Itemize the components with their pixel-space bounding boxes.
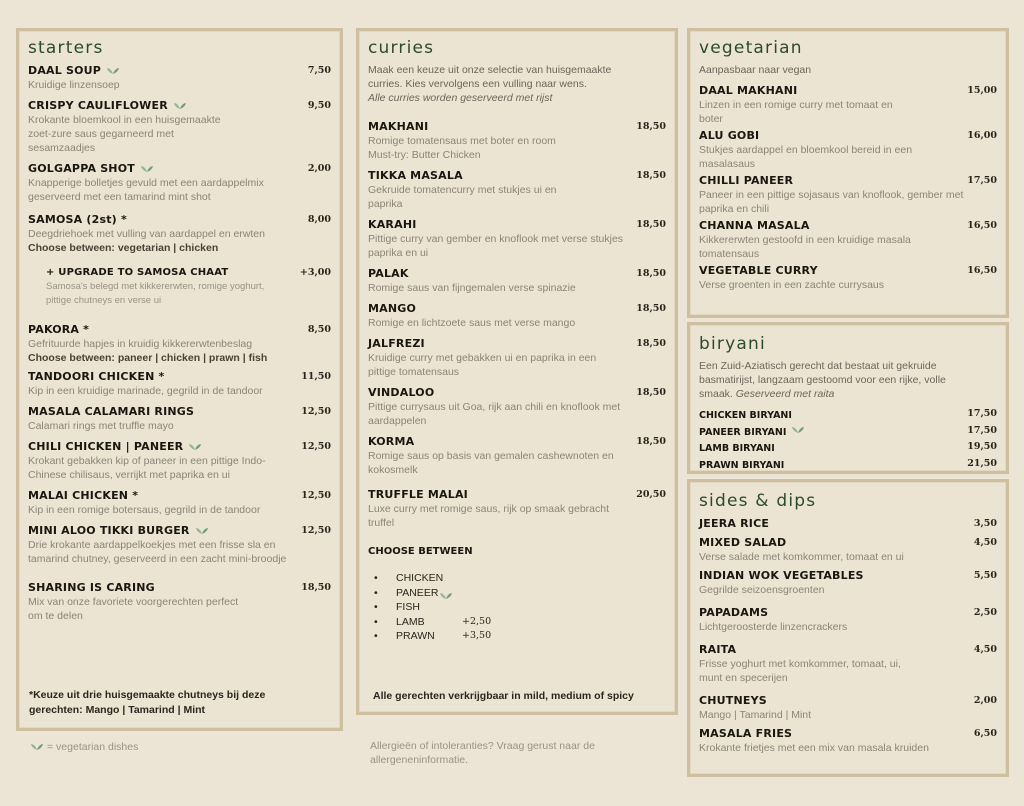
menu-item [368,336,666,379]
item-choice: Choose between: paneer | chicken | prawn | fish [28,352,268,364]
item-price: 17,50 [967,175,997,186]
item-name: PRAWN BIRYANI [699,459,785,471]
item-desc: Romige tomatensaus met boter en room [368,135,556,147]
curries-panel [356,28,678,715]
item-desc: Kruidige linzensoep [28,79,120,91]
item-choice: Choose between: vegetarian | chicken [28,242,219,254]
menu-item [699,128,997,171]
sides-panel [687,479,1009,777]
item-name: TANDOORI CHICKEN * [28,370,165,383]
menu-item [368,266,666,295]
menu-item [368,301,666,330]
choose-between-heading: CHOOSE BETWEEN [368,546,473,557]
menu-item [368,217,666,260]
menu-item [699,693,997,722]
menu-item [699,83,997,126]
menu-item [699,218,997,261]
item-price: +3,00 [299,267,331,278]
item-price: 15,00 [967,85,997,96]
item-price: 18,50 [636,387,666,398]
item-name: CHICKEN BIRYANI [699,410,792,421]
item-desc: Romige en lichtzoete saus met verse mango [368,317,576,329]
item-desc: Mango | Tamarind | Mint [699,709,812,721]
item-price: 9,50 [307,100,331,111]
item-desc: Gegrilde seizoensgroenten [699,584,825,596]
menu-item [368,385,666,428]
curries-rice-note: Alle curries worden geserveerd met rijst [368,92,553,104]
menu-item [699,726,997,755]
vegetarian-intro: Aanpasbaar naar vegan [699,64,812,76]
menu-item [28,523,331,566]
item-desc: Gekruide tomatencurry met stukjes ui en paprika [368,184,557,210]
allergy-note: Allergieën of intoleranties? Vraag gerust naar de allergeneninformatie. [370,740,595,766]
item-name: MASALA FRIES [699,727,793,740]
menu-item [368,168,666,211]
menu-item [699,642,997,685]
item-price: 5,50 [973,570,997,581]
item-price: 19,50 [967,441,997,452]
item-price: 18,50 [636,219,666,230]
item-name: JEERA RICE [699,517,770,530]
item-name: CRISPY CAULIFLOWER [28,99,168,112]
item-price: 16,50 [967,220,997,231]
item-price: 8,00 [307,214,331,225]
item-name: SHARING IS CARING [28,581,155,594]
item-name: CHILI CHICKEN | PANEER [28,440,184,453]
curries-intro: Maak een keuze uit onze selectie van huisgemaakte curries. Kies vervolgens een vulling naar wens. Alle curries worden geserveerd met rijst [368,64,612,104]
item-name: INDIAN WOK VEGETABLES [699,569,864,582]
item-price: 6,50 [973,728,997,739]
item-price: 18,50 [636,303,666,314]
item-price: 12,50 [301,441,331,452]
menu-item [28,322,331,365]
item-desc: Verse salade met komkommer, tomaat en ui [699,551,904,563]
item-price: 7,50 [307,65,331,76]
section-title-biryani: biryani [699,334,766,354]
spice-level-note: Alle gerechten verkrijgbaar in mild, medium of spicy [373,690,634,702]
item-price: 3,50 [973,518,997,529]
filling-list [374,571,666,644]
filling-surcharge: +2,50 [462,615,492,627]
filling-option: • LAMB +2,50 [374,615,666,630]
menu-item [28,98,331,155]
filling-option: • PANEER [374,586,666,601]
filling-option: • CHICKEN [374,571,666,586]
section-title-starters: starters [28,38,104,58]
chutney-footnote: *Keuze uit drie huisgemaakte chutneys bij deze gerechten: Mango | Tamarind | Mint [29,689,266,716]
item-name: DAAL MAKHANI [699,84,798,97]
item-name: ALU GOBI [699,129,760,142]
section-title-sides: sides & dips [699,491,817,511]
leaf-icon [140,165,154,173]
item-desc: Romige saus op basis van gemalen cashewnoten en kokosmelk [368,450,614,476]
item-desc: Frisse yoghurt met komkommer, tomaat, ui, munt en specerijen [699,658,901,684]
item-price: 18,50 [636,338,666,349]
leaf-icon [173,102,187,110]
item-name: MINI ALOO TIKKI BURGER [28,524,190,537]
item-desc: Gefrituurde hapjes in kruidig kikkererwtenbeslag [28,338,253,350]
leaf-icon [30,743,44,751]
item-price: 4,50 [973,537,997,548]
veg-legend [30,740,138,754]
item-desc: Krokant gebakken kip of paneer in een pittige Indo-Chinese chilisaus, verrijkt met paprika en ui [28,455,266,481]
filling-option: • FISH [374,600,666,615]
item-name: DAAL SOUP [28,64,102,77]
upgrade-item [46,265,331,308]
item-price: 2,00 [973,695,997,706]
filling-option: • PRAWN +3,50 [374,629,666,644]
menu-item [28,488,331,517]
item-price: 17,50 [967,424,997,436]
item-price: 11,50 [301,371,331,382]
item-name: TIKKA MASALA [368,169,463,182]
item-price: 18,50 [636,121,666,132]
item-price: 16,00 [967,130,997,141]
item-name: JALFREZI [368,337,425,350]
menu-item [699,407,997,424]
item-name: + UPGRADE TO SAMOSA CHAAT [46,267,229,278]
menu-item [368,119,666,162]
menu-item [28,580,331,623]
item-desc: Samosa's belegd met kikkererwten, romige yoghurt, pittige chutneys en verse ui [46,281,265,306]
menu-item [699,605,997,634]
item-desc: Linzen in een romige curry met tomaat en boter [699,99,893,125]
menu-item [28,439,331,482]
menu-item [28,404,331,433]
item-name: GOLGAPPA SHOT [28,162,135,175]
menu-item [699,173,997,216]
item-desc: Knapperige bolletjes gevuld met een aardappelmix geserveerd met een tamarind mint shot [28,177,264,203]
item-desc: Verse groenten in een zachte currysaus [699,279,885,291]
item-price: 16,50 [967,265,997,276]
item-price: 18,50 [636,170,666,181]
leaf-icon [106,67,120,75]
menu-item [699,516,997,531]
starters-panel [16,28,343,731]
filling-surcharge: +3,50 [462,630,492,641]
item-name: TRUFFLE MALAI [368,488,468,501]
item-price: 4,50 [973,644,997,655]
menu-item [699,440,997,457]
item-name: MALAI CHICKEN * [28,489,139,502]
item-desc: Lichtgeroosterde linzencrackers [699,621,848,633]
menu-item [699,424,997,441]
item-name: CHUTNEYS [699,694,767,707]
item-price: 8,50 [307,324,331,335]
item-name: CHANNA MASALA [699,219,810,232]
item-price: 18,50 [301,582,331,593]
menu-item [368,487,666,530]
legend-text: = vegetarian dishes [47,741,139,753]
item-name: CHILLI PANEER [699,174,794,187]
biryani-intro: Een Zuid-Aziatisch gerecht dat bestaat uit gekruide basmatirijst, langzaam gestoomd voor een rijke, volle smaak. Geserveerd met raita [699,360,946,400]
menu-item [699,263,997,292]
menu-item [699,457,997,474]
item-price: 2,50 [973,607,997,618]
item-name: SAMOSA (2st) * [28,213,127,226]
item-price: 2,00 [307,163,331,174]
menu-item [699,535,997,564]
menu-item [699,568,997,597]
item-desc: Paneer in een pittige sojasaus van knoflook, gember met paprika en chili [699,189,964,215]
leaf-icon [195,527,209,535]
menu-item [28,369,331,398]
item-name: MANGO [368,302,417,315]
item-desc: Kikkererwten gestoofd in een kruidige masala tomatensaus [699,234,911,260]
biryani-panel [687,322,1009,474]
leaf-icon [188,443,202,451]
item-desc: Kruidige curry met gebakken ui en paprika in een pittige tomatensaus [368,352,597,378]
item-price: 18,50 [636,436,666,447]
biryani-list [699,407,997,473]
item-price: 12,50 [301,525,331,536]
menu-item [28,161,331,204]
item-desc: Pittige currysaus uit Goa, rijk aan chili en knoflook met aardappelen [368,401,621,427]
item-name: MAKHANI [368,120,429,133]
item-price: 17,50 [967,408,997,419]
item-desc-extra: Must-try: Butter Chicken [368,149,481,161]
item-price: 18,50 [636,268,666,279]
item-desc: Luxe curry met romige saus, rijk op smaak gebracht truffel [368,503,610,529]
item-desc: Stukjes aardappel en bloemkool bereid in een masalasaus [699,144,913,170]
item-name: VEGETABLE CURRY [699,264,818,277]
menu-item [28,212,331,255]
item-name: VINDALOO [368,386,435,399]
item-price: 21,50 [967,457,997,469]
item-name: PAKORA * [28,323,90,336]
item-price: 20,50 [636,489,666,500]
menu-item [28,63,331,92]
item-desc: Drie krokante aardappelkoekjes met een frisse sla en tamarind chutney, geserveerd in een zacht mini-broodje [28,539,287,565]
menu-item [368,434,666,477]
item-desc: Krokante frietjes met een mix van masala kruiden [699,742,929,754]
item-name: KARAHI [368,218,417,231]
leaf-icon [791,426,805,434]
item-desc: Mix van onze favoriete voorgerechten perfect om te delen [28,596,239,622]
item-desc: Calamari rings met truffle mayo [28,420,174,432]
section-title-vegetarian: vegetarian [699,38,803,58]
item-desc: Pittige curry van gember en knoflook met verse stukjes paprika en ui [368,233,624,259]
item-name: LAMB BIRYANI [699,443,775,454]
item-name: KORMA [368,435,415,448]
item-desc: Romige saus van fijngemalen verse spinazie [368,282,576,294]
item-name: MASALA CALAMARI RINGS [28,405,195,418]
item-desc: Kip in een kruidige marinade, gegrild in de tandoor [28,385,263,397]
item-price: 12,50 [301,406,331,417]
item-price: 12,50 [301,490,331,501]
leaf-icon [439,592,453,600]
item-name: PAPADAMS [699,606,769,619]
item-name: RAITA [699,643,737,656]
item-desc: Krokante bloemkool in een huisgemaakte zoet-zure saus gegarneerd met sesamzaadjes [28,114,221,154]
item-desc: Kip in een romige botersaus, gegrild in de tandoor [28,504,261,516]
section-title-curries: curries [368,38,435,58]
biryani-raita-note: Geserveerd met raita [735,388,835,400]
item-desc: Deegdriehoek met vulling van aardappel en erwten [28,228,265,240]
item-name: PALAK [368,267,409,280]
item-name: PANEER BIRYANI [699,426,787,438]
vegetarian-panel [687,28,1009,318]
item-name: MIXED SALAD [699,536,787,549]
